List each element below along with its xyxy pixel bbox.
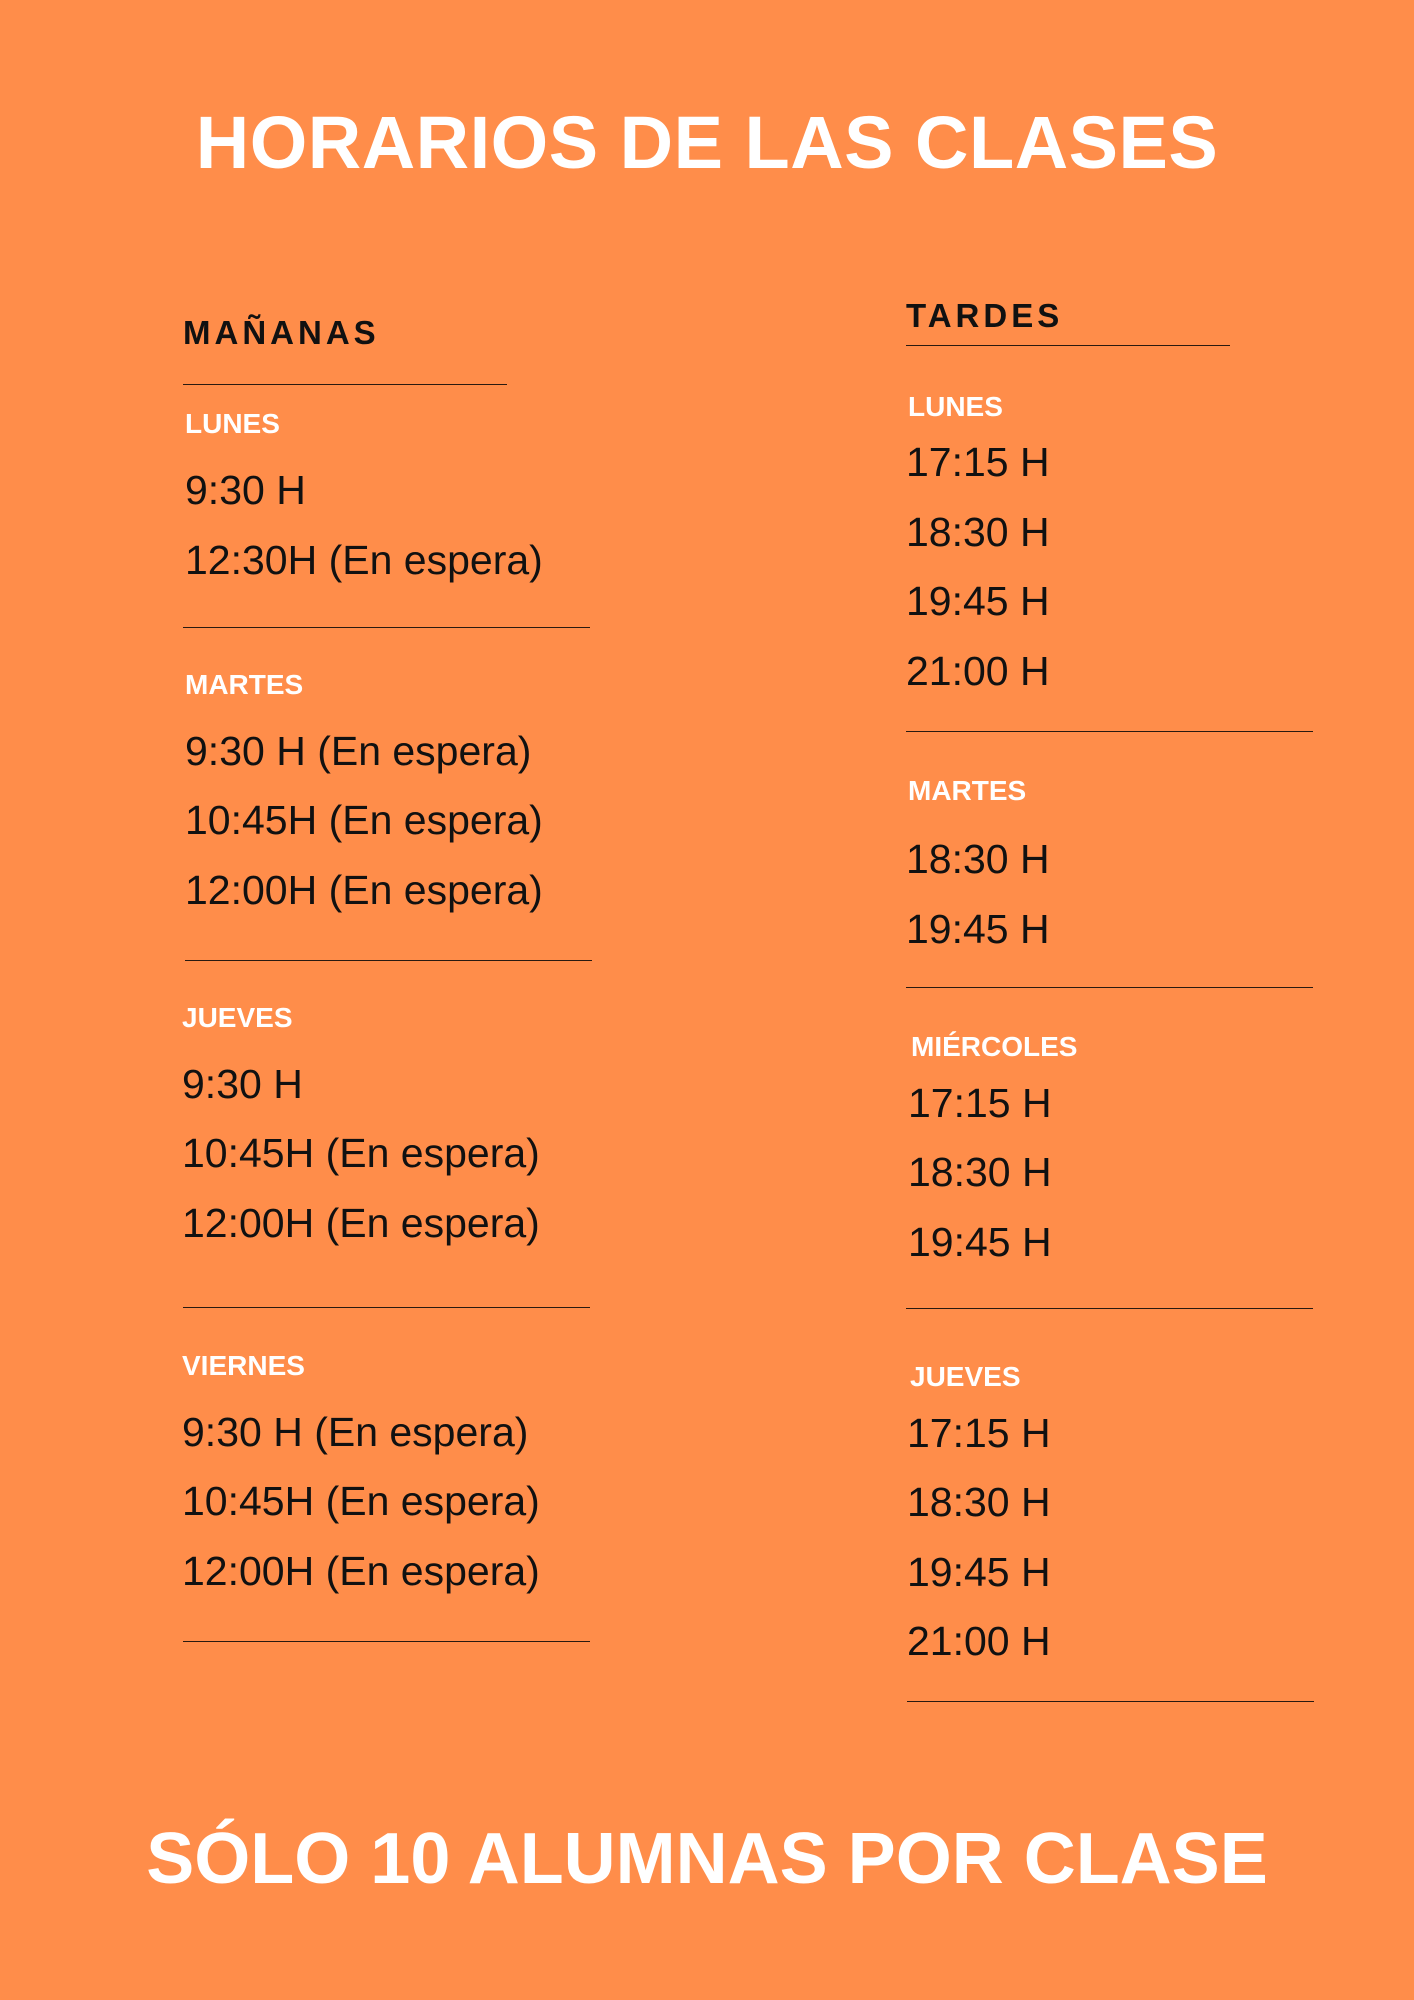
tardes-jueves-time-4: 21:00 H	[907, 1618, 1051, 1664]
mananas-martes-label: MARTES	[185, 669, 304, 700]
tardes-jueves-time-2: 18:30 H	[907, 1479, 1051, 1525]
mananas-martes-time-2: 10:45H (En espera)	[185, 797, 543, 843]
tardes-miercoles-time-1: 17:15 H	[908, 1080, 1052, 1126]
tardes-jueves-divider	[907, 1701, 1314, 1702]
tardes-miercoles-divider	[906, 1308, 1313, 1309]
mananas-lunes-time-2: 12:30H (En espera)	[185, 537, 543, 583]
tardes-lunes-time-1: 17:15 H	[906, 439, 1050, 485]
tardes-martes-time-1: 18:30 H	[906, 836, 1050, 882]
mananas-viernes-divider	[183, 1641, 590, 1642]
mananas-lunes-time-1: 9:30 H	[185, 467, 306, 513]
mananas-lunes-label: LUNES	[185, 408, 280, 439]
tardes-lunes-time-2: 18:30 H	[906, 509, 1050, 555]
tardes-martes-divider	[906, 987, 1313, 988]
page-title: HORARIOS DE LAS CLASES	[195, 101, 1219, 184]
mananas-martes-time-3: 12:00H (En espera)	[185, 867, 543, 913]
tardes-jueves-time-3: 19:45 H	[907, 1549, 1051, 1595]
tardes-lunes-time-3: 19:45 H	[906, 578, 1050, 624]
footer-note: SÓLO 10 ALUMNAS POR CLASE	[146, 1819, 1268, 1899]
tardes-jueves-label: JUEVES	[910, 1361, 1021, 1392]
mananas-martes-divider	[185, 960, 592, 961]
tardes-miercoles-time-2: 18:30 H	[908, 1149, 1052, 1195]
mananas-lunes-divider	[183, 627, 590, 628]
mananas-viernes-time-1: 9:30 H (En espera)	[182, 1409, 529, 1455]
tardes-lunes-divider	[906, 731, 1313, 732]
mananas-viernes-label: VIERNES	[182, 1350, 305, 1381]
tardes-heading: TARDES	[906, 297, 1064, 334]
tardes-martes-label: MARTES	[908, 775, 1027, 806]
mananas-martes-time-1: 9:30 H (En espera)	[185, 728, 532, 774]
tardes-lunes-time-4: 21:00 H	[906, 648, 1050, 694]
tardes-jueves-time-1: 17:15 H	[907, 1410, 1051, 1456]
tardes-miercoles-time-3: 19:45 H	[908, 1219, 1052, 1265]
mananas-viernes-time-3: 12:00H (En espera)	[182, 1548, 540, 1594]
mananas-jueves-divider	[183, 1307, 590, 1308]
mananas-jueves-time-2: 10:45H (En espera)	[182, 1130, 540, 1176]
mananas-jueves-time-1: 9:30 H	[182, 1061, 303, 1107]
mananas-jueves-time-3: 12:00H (En espera)	[182, 1200, 540, 1246]
tardes-heading-divider	[906, 345, 1230, 346]
tardes-martes-time-2: 19:45 H	[906, 906, 1050, 952]
tardes-miercoles-label: MIÉRCOLES	[911, 1031, 1078, 1062]
mananas-jueves-label: JUEVES	[182, 1002, 293, 1033]
mananas-viernes-time-2: 10:45H (En espera)	[182, 1478, 540, 1524]
tardes-lunes-label: LUNES	[908, 391, 1003, 422]
mananas-heading-divider	[183, 384, 507, 385]
mananas-heading: MAÑANAS	[183, 314, 380, 351]
